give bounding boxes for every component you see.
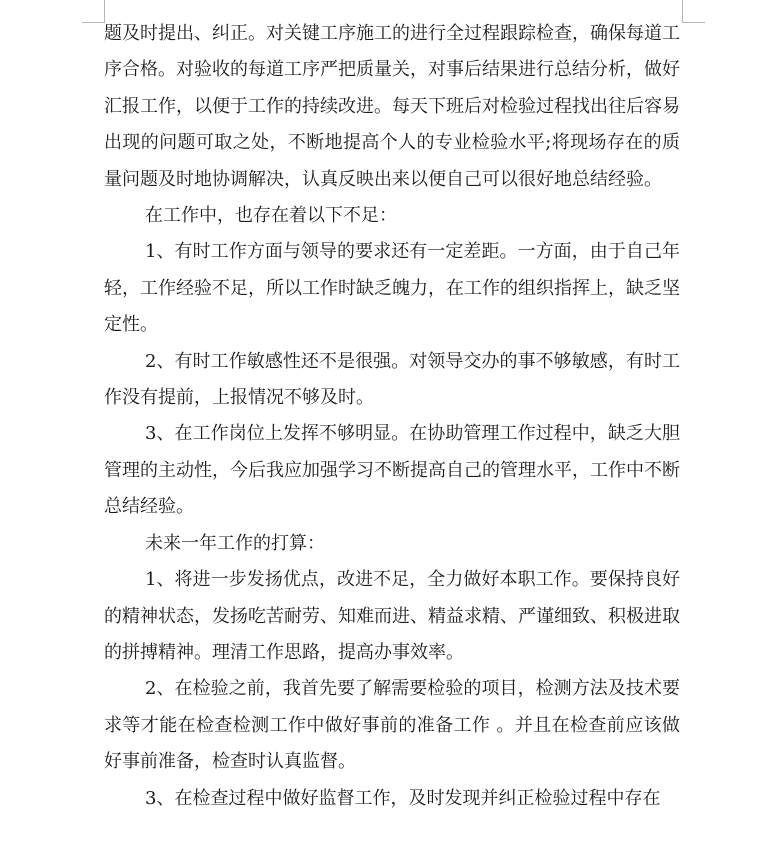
paragraph-plans-heading: 未来一年工作的打算： (145, 532, 325, 554)
paragraph-shortcoming-1: 1、有时工作方面与领导的要求还有一定差距。一方面，由于自己年轻，工作经验不足，所以工作时缺乏魄力，在工作的组织指挥上，缺乏坚定性。 (104, 241, 680, 336)
page-margin-corner-right (682, 0, 705, 23)
document-body (104, 16, 680, 817)
paragraph-plan-2: 2、在检验之前，我首先要了解需要检验的项目，检测方法及技术要求等才能在检查检测工作中做好事前的准备工作 。并且在检查前应该做好事前准备，检查时认真监督。 (104, 678, 680, 773)
page-margin-corner-left (82, 0, 105, 23)
paragraph-shortcoming-2: 2、有时工作敏感性还不是很强。对领导交办的事不够敏感，有时工作没有提前，上报情况不够及时。 (104, 350, 680, 409)
paragraph-plan-3: 3、在检查过程中做好监督工作，及时发现并纠正检验过程中存在 (145, 787, 661, 809)
paragraph-shortcoming-3: 3、在工作岗位上发挥不够明显。在协助管理工作过程中，缺乏大胆管理的主动性，今后我应加强学习不断提高自己的管理水平，工作中不断总结经验。 (104, 423, 680, 518)
paragraph-shortcomings-heading: 在工作中，也存在着以下不足： (145, 205, 397, 227)
paragraph-plan-1: 1、将进一步发扬优点，改进不足，全力做好本职工作。要保持良好的精神状态，发扬吃苦耐劳、知难而进、精益求精、严谨细致、积极进取的拼搏精神。理清工作思路，提高办事效率。 (104, 569, 680, 663)
paragraph-quality-control: 题及时提出、纠正。对关键工序施工的进行全过程跟踪检查，确保每道工序合格。对验收的每道工序严把质量关，对事后结果进行总结分析，做好汇报工作，以便于工作的持续改进。每天下班后对检验过程找出往后容易出现的问题可取之处，不断地提高个人的专业检验水平;将现场存在的质量问题及时地协调解决，认真反映出来以便自己可以很好地总结经验。 (104, 23, 680, 190)
